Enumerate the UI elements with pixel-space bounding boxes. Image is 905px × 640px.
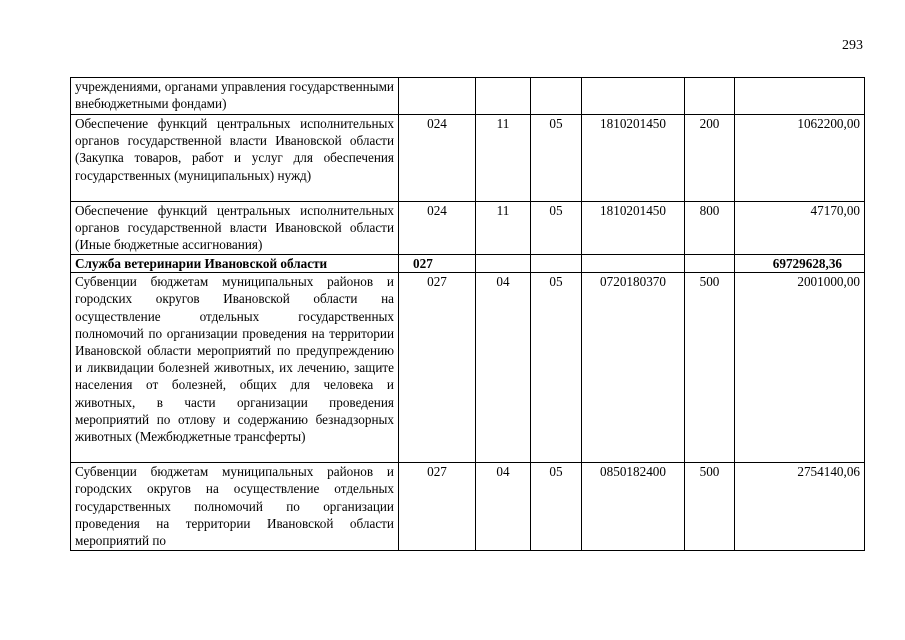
row-code: 024	[399, 202, 476, 255]
row-article: 1810201450	[582, 115, 685, 202]
row-section	[476, 255, 531, 273]
row-subsection: 05	[531, 463, 582, 551]
row-subsection	[531, 255, 582, 273]
table-row	[71, 115, 865, 202]
row-name: Служба ветеринарии Ивановской области	[71, 255, 399, 273]
row-name: Субвенции бюджетам муниципальных районов и городских округов на осуществление отдельных государственных полномочий по организации проведения на территории Ивановской области мероприятий по	[71, 463, 399, 551]
row-name: Обеспечение функций центральных исполнительных органов государственной власти Ивановской области (Иные бюджетные ассигнования)	[71, 202, 399, 255]
row-sum: 1062200,00	[735, 115, 865, 202]
page-number: 293	[842, 38, 863, 53]
row-name: учреждениями, органами управления государственными внебюджетными фондами)	[71, 78, 399, 115]
row-section	[476, 78, 531, 115]
row-subsection	[531, 78, 582, 115]
row-code: 027	[399, 273, 476, 463]
table-row	[71, 463, 865, 551]
budget-table	[70, 77, 865, 551]
row-subsection: 05	[531, 273, 582, 463]
row-section: 11	[476, 202, 531, 255]
table-row	[71, 202, 865, 255]
row-code	[399, 78, 476, 115]
row-sum: 2754140,06	[735, 463, 865, 551]
row-expense-type	[685, 255, 735, 273]
row-section: 04	[476, 463, 531, 551]
row-subsection: 05	[531, 115, 582, 202]
table-row	[71, 78, 865, 115]
row-expense-type: 800	[685, 202, 735, 255]
table-row	[71, 273, 865, 463]
table-row	[71, 255, 865, 273]
row-expense-type	[685, 78, 735, 115]
row-sum: 2001000,00	[735, 273, 865, 463]
row-article	[582, 78, 685, 115]
row-article	[582, 255, 685, 273]
row-code: 027	[399, 255, 476, 273]
row-article: 0850182400	[582, 463, 685, 551]
row-article: 0720180370	[582, 273, 685, 463]
row-expense-type: 200	[685, 115, 735, 202]
row-name: Субвенции бюджетам муниципальных районов и городских округов Ивановской области на осуществление отдельных государственных полномочий по организации проведения на территории Ивановской области мероприятий по предупреждению и ликвидации болезней животных, их лечению, защите населения от болезней, общих для человека и животных, в части организации проведения мероприятий по отлову и содержанию безнадзорных животных (Межбюджетные трансферты)	[71, 273, 399, 463]
row-sum	[735, 78, 865, 115]
row-expense-type: 500	[685, 273, 735, 463]
row-sum: 69729628,36	[735, 255, 865, 273]
row-subsection: 05	[531, 202, 582, 255]
row-sum: 47170,00	[735, 202, 865, 255]
row-name: Обеспечение функций центральных исполнительных органов государственной власти Ивановской области (Закупка товаров, работ и услуг для обеспечения государственных (муниципальных) нужд)	[71, 115, 399, 202]
row-section: 04	[476, 273, 531, 463]
row-section: 11	[476, 115, 531, 202]
row-expense-type: 500	[685, 463, 735, 551]
row-code: 027	[399, 463, 476, 551]
row-article: 1810201450	[582, 202, 685, 255]
row-code: 024	[399, 115, 476, 202]
